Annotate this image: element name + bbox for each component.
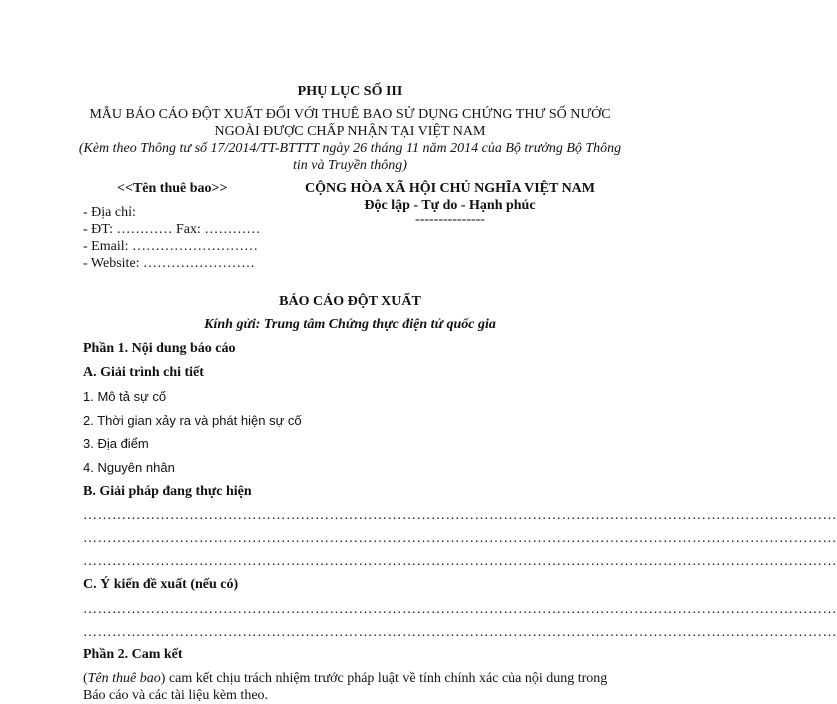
attach-note-line1: (Kèm theo Thông tư số 17/2014/TT-BTTTT ngày 26 tháng 11 năm 2014 của Bộ trưởng Bộ Thông bbox=[78, 141, 622, 156]
dotted-fill-line: ………………………………………………………………………………………………………………………………………… bbox=[83, 554, 837, 569]
subscriber-name: <<Tên thuê bao>> bbox=[117, 181, 228, 196]
dotted-fill-line: ………………………………………………………………………………………………………………………………………… bbox=[83, 602, 837, 617]
form-title-line2: NGOÀI ĐƯỢC CHẤP NHẬN TẠI VIỆT NAM bbox=[214, 124, 486, 139]
address-field: - Địa chỉ: bbox=[83, 205, 136, 220]
part1-title: Phần 1. Nội dung báo cáo bbox=[83, 341, 236, 356]
commitment-line1: (Tên thuê bao) cam kết chịu trách nhiệm trước pháp luật về tính chính xác của nội dung trong bbox=[83, 671, 608, 686]
dotted-fill-line: ………………………………………………………………………………………………………………………………………… bbox=[83, 625, 837, 640]
website-field: - Website: …………………… bbox=[83, 256, 256, 271]
section-a-title: A. Giải trình chi tiết bbox=[83, 365, 204, 380]
phone-fax-field: - ĐT: ………… Fax: ………… bbox=[83, 222, 261, 237]
list-item: 1. Mô tả sự cố bbox=[83, 389, 167, 404]
list-item: 3. Địa điểm bbox=[83, 436, 149, 451]
recipient-line: Kính gửi: Trung tâm Chứng thực điện tử quốc gia bbox=[204, 317, 496, 332]
appendix-title: PHỤ LỤC SỐ III bbox=[297, 84, 403, 99]
report-title: BÁO CÁO ĐỘT XUẤT bbox=[279, 294, 421, 309]
country-name: CỘNG HÒA XÃ HỘI CHỦ NGHĨA VIỆT NAM bbox=[304, 181, 595, 196]
form-title-line1: MẪU BÁO CÁO ĐỘT XUẤT ĐỐI VỚI THUÊ BAO SỬ DỤNG CHỨNG THƯ SỐ NƯỚC bbox=[89, 107, 611, 122]
dotted-fill-line: ………………………………………………………………………………………………………………………………………… bbox=[83, 531, 837, 546]
list-item: 2. Thời gian xảy ra và phát hiện sự cố bbox=[83, 413, 302, 428]
section-c-title: C. Ý kiến đề xuất (nếu có) bbox=[83, 577, 239, 592]
attach-note-line2: tin và Truyền thông) bbox=[293, 158, 407, 173]
subscriber-placeholder: Tên thuê bao bbox=[87, 671, 161, 686]
email-field: - Email: ……………………… bbox=[83, 239, 258, 254]
commitment-text: cam kết chịu trách nhiệm trước pháp luật về tính chính xác của nội dung trong bbox=[165, 671, 608, 686]
part2-title: Phần 2. Cam kết bbox=[83, 647, 183, 662]
list-item: 4. Nguyên nhân bbox=[83, 460, 175, 475]
section-b-title: B. Giải pháp đang thực hiện bbox=[83, 484, 252, 499]
commitment-line2: Báo cáo và các tài liệu kèm theo. bbox=[83, 688, 269, 703]
national-motto: Độc lập - Tự do - Hạnh phúc bbox=[364, 198, 536, 213]
motto-separator: --------------- bbox=[415, 212, 485, 227]
dotted-fill-line: ………………………………………………………………………………………………………………………………………… bbox=[83, 508, 837, 523]
